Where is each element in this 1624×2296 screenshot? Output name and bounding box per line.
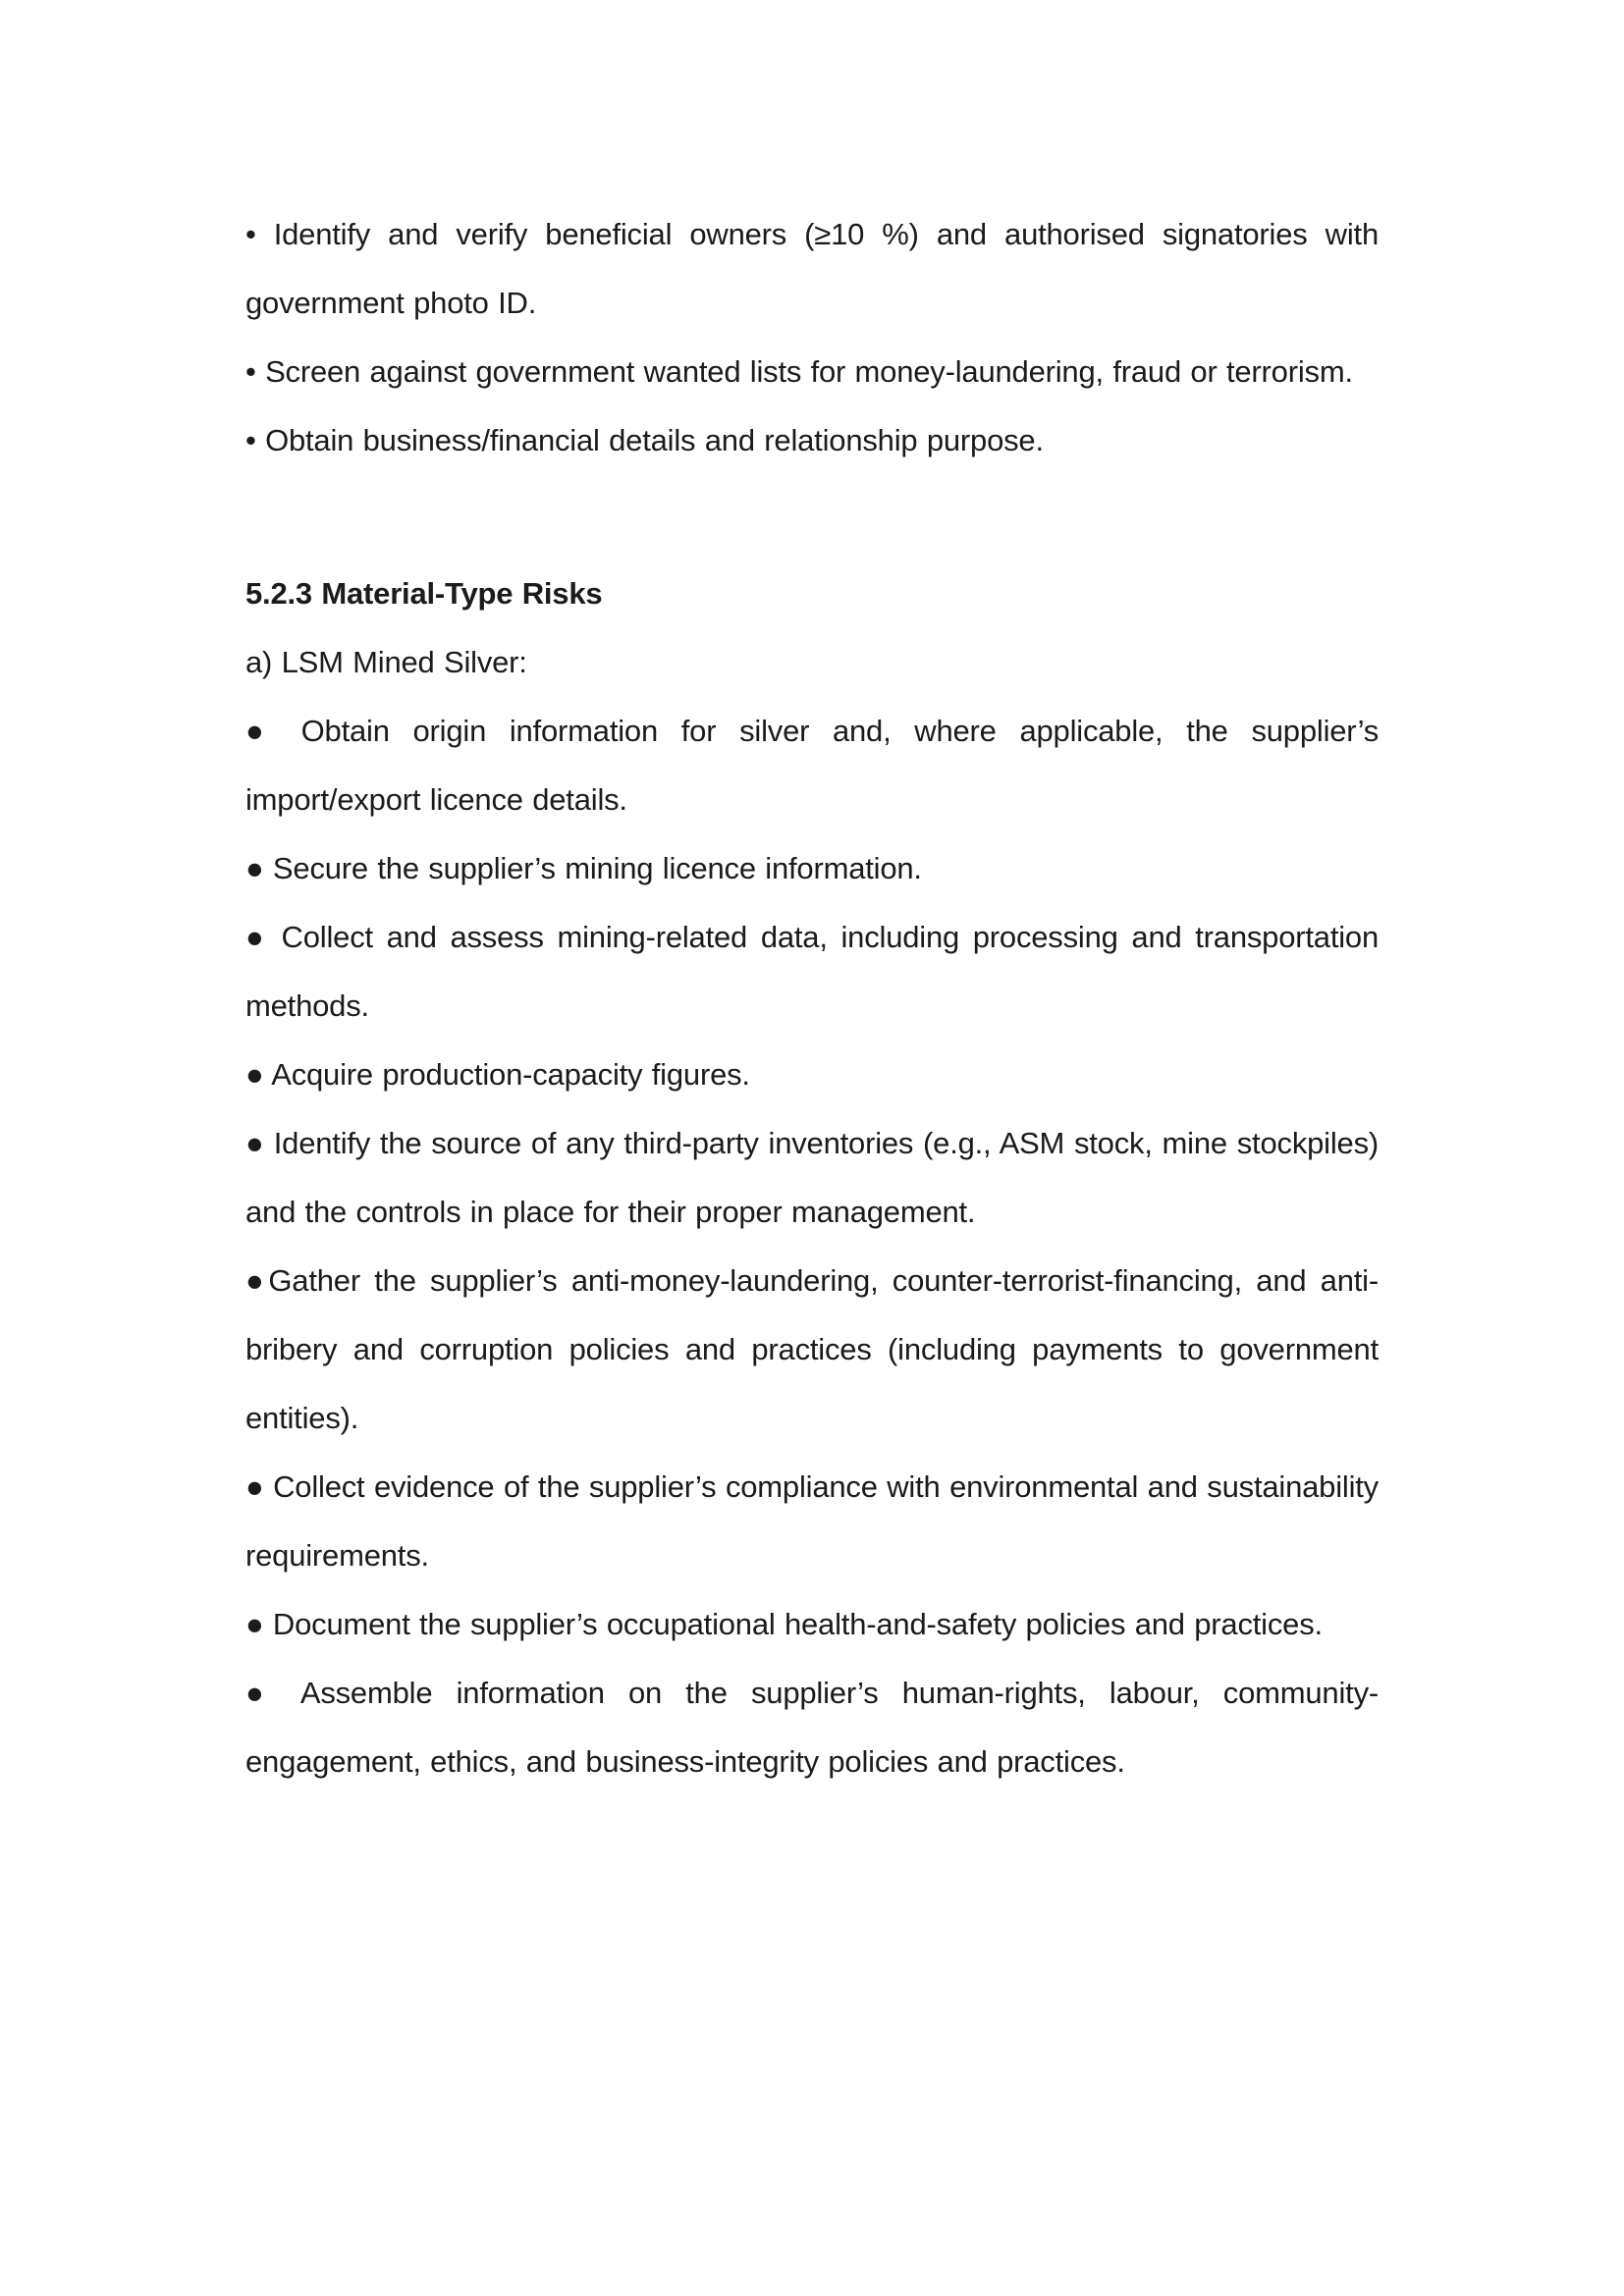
bullet-identify-owners: • Identify and verify beneficial owners (≥10 %) and authorised signatories with government photo ID. [245,217,1379,320]
bullet-identify-third-party-inventories: ● Identify the source of any third-party inventories (e.g., ASM stock, mine stockpiles) and the controls in place for their proper management. [245,1126,1379,1229]
bullet-collect-environmental-evidence: ● Collect evidence of the supplier’s compliance with environmental and sustainability requirements. [245,1469,1379,1573]
bullet-acquire-production-capacity: ● Acquire production-capacity figures. [245,1057,750,1092]
bullet-secure-mining-licence: ● Secure the supplier’s mining licence information. [245,851,922,885]
bullet-obtain-origin-information: ● Obtain origin information for silver and, where applicable, the supplier’s import/export licence details. [245,714,1379,817]
section-heading-material-type-risks: 5.2.3 Material-Type Risks [245,576,603,611]
bullet-collect-mining-data: ● Collect and assess mining-related data, including processing and transportation methods. [245,920,1379,1023]
bullet-screen-wanted-lists: • Screen against government wanted lists for money-laundering, fraud or terrorism. [245,354,1353,389]
bullet-assemble-human-rights-info: ● Assemble information on the supplier’s human-rights, labour, community-engagement, ethics, and business-integrity policies and practices. [245,1676,1379,1779]
bullet-gather-aml-policies: ●Gather the supplier’s anti-money-laundering, counter-terrorist-financing, and anti-bribery and corruption policies and practices (including payments to government entities). [245,1263,1379,1435]
paragraph-spacer [245,475,1379,560]
bullet-obtain-business-details: • Obtain business/financial details and relationship purpose. [245,423,1044,457]
bullet-document-health-safety: ● Document the supplier’s occupational health-and-safety policies and practices. [245,1607,1323,1641]
subsection-label-lsm-mined-silver: a) LSM Mined Silver: [245,645,527,679]
